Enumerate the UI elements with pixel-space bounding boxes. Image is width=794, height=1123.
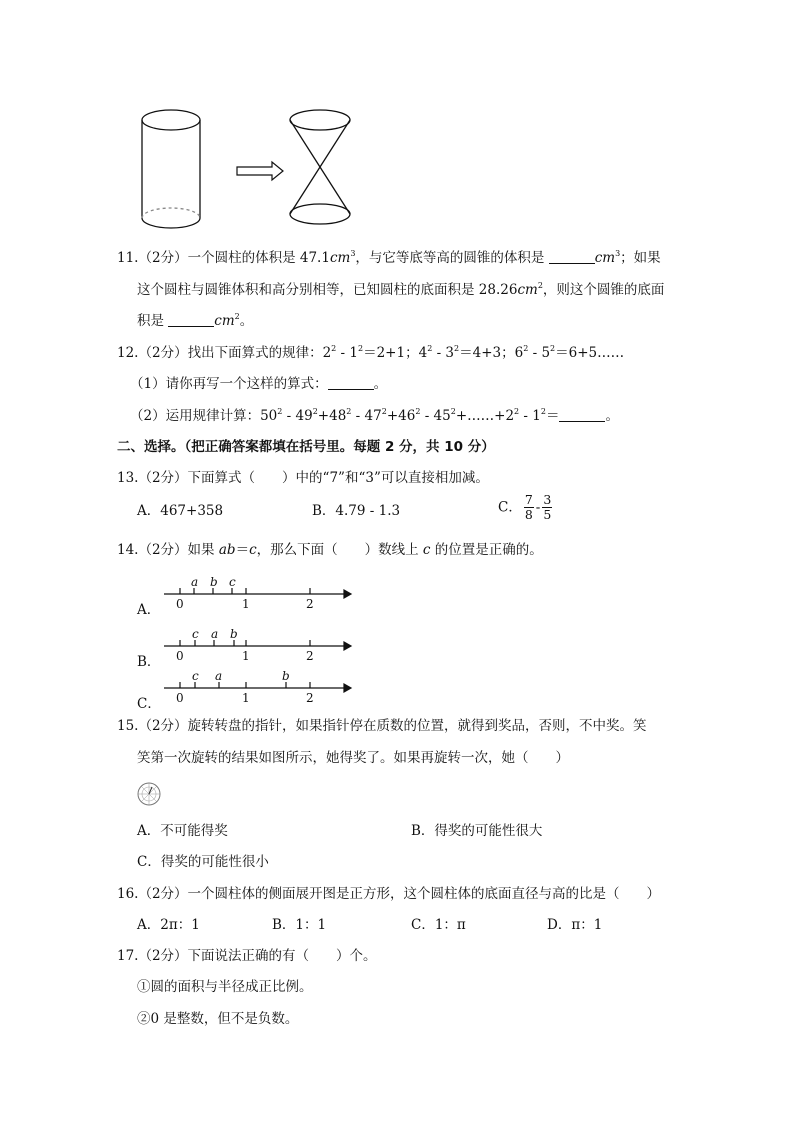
- q12-part2: （2）运用规律计算：$50^2 - 49^2+48^2 - 47^2+46^2$ - $45^2+\dots\dots+2^2 - 1^2=$ 。: [130, 407, 619, 424]
- label-a: a: [215, 669, 223, 683]
- tick-2: 2: [306, 597, 314, 611]
- double-cone-shape: [290, 110, 350, 224]
- section-heading: 二、选择。（把正确答案都填在括号里。每题 2 分，共 10 分）: [117, 439, 495, 455]
- q14-option-a-label[interactable]: A．: [137, 602, 161, 618]
- q11-line2: 这个圆柱与圆锥体积和高分别相等，已知圆柱的底面积是 $28.26cm^2$，则这个圆锥的底面: [137, 281, 665, 298]
- cylinder-shape: [142, 110, 200, 228]
- q13-option-a[interactable]: A．467+358: [137, 503, 224, 519]
- label-b: b: [230, 627, 238, 641]
- q14-option-c-label[interactable]: C．: [137, 696, 161, 712]
- label-a: a: [191, 575, 199, 589]
- q11-line1: 11.（2分）一个圆柱的体积是 $47.1cm^3$，与它等底等高的圆锥的体积是 $cm^3$；如果: [117, 249, 661, 266]
- q15-option-c[interactable]: C．得奖的可能性很小: [137, 854, 269, 870]
- spinner-icon: [137, 782, 161, 806]
- tick-2: 2: [306, 691, 314, 705]
- q15-option-b[interactable]: B．得奖的可能性很大: [411, 823, 543, 839]
- label-c: c: [229, 575, 236, 589]
- tick-0: 0: [176, 649, 184, 663]
- q14-text: 14.（2分）如果 ab＝c，那么下面（ ）数线上 c 的位置是正确的。: [117, 542, 543, 558]
- number-line-c: [160, 666, 355, 706]
- q12-line1: 12.（2分）找出下面算式的规律：$2^2 - 1^2=2+1$；$4^2 - 3^2=4+3$；$6^2$ - $5^2=6+5\dots\dots$: [117, 344, 625, 361]
- arrow-shape: [237, 162, 283, 180]
- label-c: c: [192, 669, 199, 683]
- q17-statement-1: ①圆的面积与半径成正比例。: [137, 979, 313, 995]
- number-line-b: [160, 624, 355, 664]
- q15-line1: 15.（2分）旋转转盘的指针，如果指针停在质数的位置，就得到奖品，否则，不中奖。笑: [117, 718, 647, 734]
- label-c: c: [192, 627, 199, 641]
- tick-0: 0: [176, 691, 184, 705]
- q13-option-b[interactable]: B．4.79 - 1.3: [312, 503, 401, 519]
- q15-option-a[interactable]: A．不可能得奖: [137, 823, 228, 839]
- q16-option-d[interactable]: D．π：1: [547, 917, 603, 933]
- q12-answer-blank-2[interactable]: [559, 407, 605, 422]
- tick-0: 0: [176, 597, 184, 611]
- label-b: b: [282, 669, 290, 683]
- tick-1: 1: [242, 691, 250, 705]
- q16-option-c[interactable]: C．1：π: [411, 917, 466, 933]
- q12-part1: （1）请你再写一个这样的算式： 。: [130, 376, 388, 392]
- q14-option-b-label[interactable]: B．: [137, 654, 161, 670]
- tick-2: 2: [306, 649, 314, 663]
- fraction-7-8: $\frac{7}{8}$: [524, 492, 533, 522]
- q15-line2: 笑第一次旋转的结果如图所示，她得奖了。如果再旋转一次，她（ ）: [137, 750, 569, 766]
- label-b: b: [210, 575, 218, 589]
- q11-line3: 积是 $cm^2$。: [137, 312, 254, 329]
- q13-option-c[interactable]: C． $\frac{7}{8}$ - $\frac{3}{5}$: [498, 492, 552, 522]
- q17-statement-2: ②0 是整数，但不是负数。: [137, 1011, 299, 1027]
- number-line-a: [160, 572, 355, 612]
- q12-answer-blank-1[interactable]: [328, 375, 374, 390]
- cylinder-cone-figure: [130, 100, 370, 235]
- q17-text: 17.（2分）下面说法正确的有（ ）个。: [117, 948, 377, 964]
- tick-1: 1: [242, 649, 250, 663]
- q16-option-b[interactable]: B．1：1: [272, 917, 327, 933]
- fraction-3-5: $\frac{3}{5}$: [543, 492, 552, 522]
- tick-1: 1: [242, 597, 250, 611]
- q13-text: 13.（2分）下面算式（ ）中的“7”和“3”可以直接相加减。: [117, 470, 489, 486]
- q16-option-a[interactable]: A．2π：1: [137, 917, 200, 933]
- label-a: a: [211, 627, 219, 641]
- q11-answer-blank-1[interactable]: [549, 249, 595, 264]
- q16-text: 16.（2分）一个圆柱体的侧面展开图是正方形，这个圆柱体的底面直径与高的比是（ ）: [117, 886, 661, 902]
- q11-answer-blank-2[interactable]: [168, 312, 214, 327]
